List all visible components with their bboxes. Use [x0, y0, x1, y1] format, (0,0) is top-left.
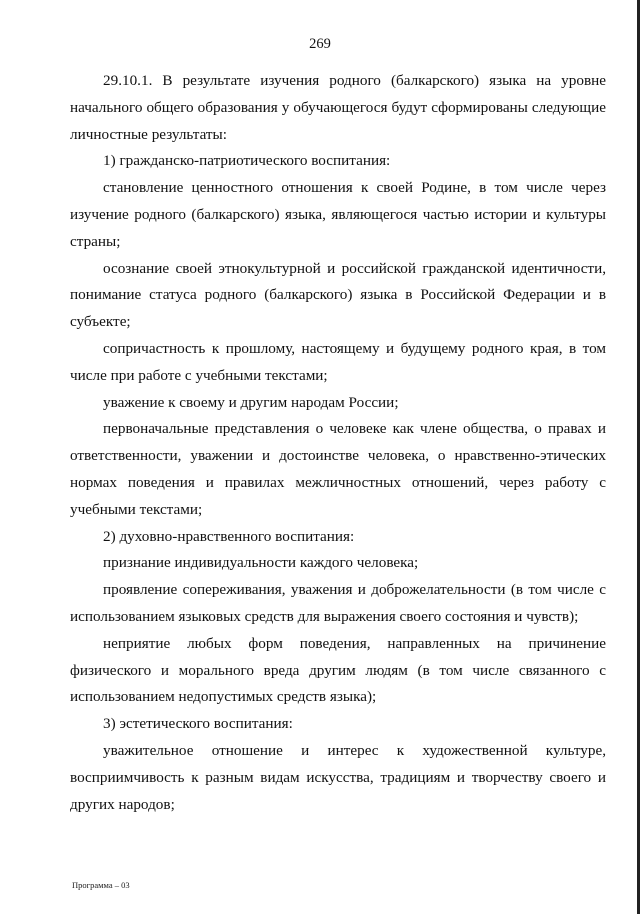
heading-spiritual-moral: 2) духовно-нравственного воспитания: [103, 527, 355, 545]
footer-label: Программа – 03 [72, 880, 130, 890]
page-number: 269 [309, 36, 331, 52]
paragraph: становление ценностного отношения к своей Родине, в том числе через изучение родного (балкарского) языка, являющегося частью истории и культуры страны; [70, 179, 606, 250]
body-text [70, 68, 606, 818]
paragraph: осознание своей этнокультурной и российской гражданской идентичности, понимание статуса родного (балкарского) языка в Российской Федерации и в субъекте; [70, 259, 606, 331]
paragraph: уважительное отношение и интерес к художественной культуре, восприимчивость к разным видам искусства, традициям и творчеству своего и других народов; [70, 741, 606, 813]
paragraph: неприятие любых форм поведения, направленных на причинение физического и морального вреда другим людям (в том числе связанного с использованием недопустимых средств языка); [70, 634, 606, 706]
paragraph: проявление сопереживания, уважения и доброжелательности (в том числе с использованием языковых средств для выражения своего состояния и чувств); [70, 581, 606, 625]
paragraph: первоначальные представления о человеке как члене общества, о правах и ответственности, уважении и достоинстве человека, о нравственно-этических нормах поведения и правилах межличностных отношений, через работу с учебными текстами; [70, 420, 606, 518]
paragraph: признание индивидуальности каждого человека; [103, 554, 419, 572]
heading-civic-patriotic: 1) гражданско-патриотического воспитания: [103, 152, 391, 170]
paragraph-intro: 29.10.1. В результате изучения родного (балкарского) языка на уровне начального общего образования у обучающегося будут сформированы следующие личностные результаты: [70, 72, 606, 143]
paragraph: уважение к своему и другим народам России; [103, 393, 399, 411]
heading-aesthetic: 3) эстетического воспитания: [103, 715, 293, 733]
paragraph: сопричастность к прошлому, настоящему и будущему родного края, в том числе при работе с учебными текстами; [70, 339, 606, 384]
